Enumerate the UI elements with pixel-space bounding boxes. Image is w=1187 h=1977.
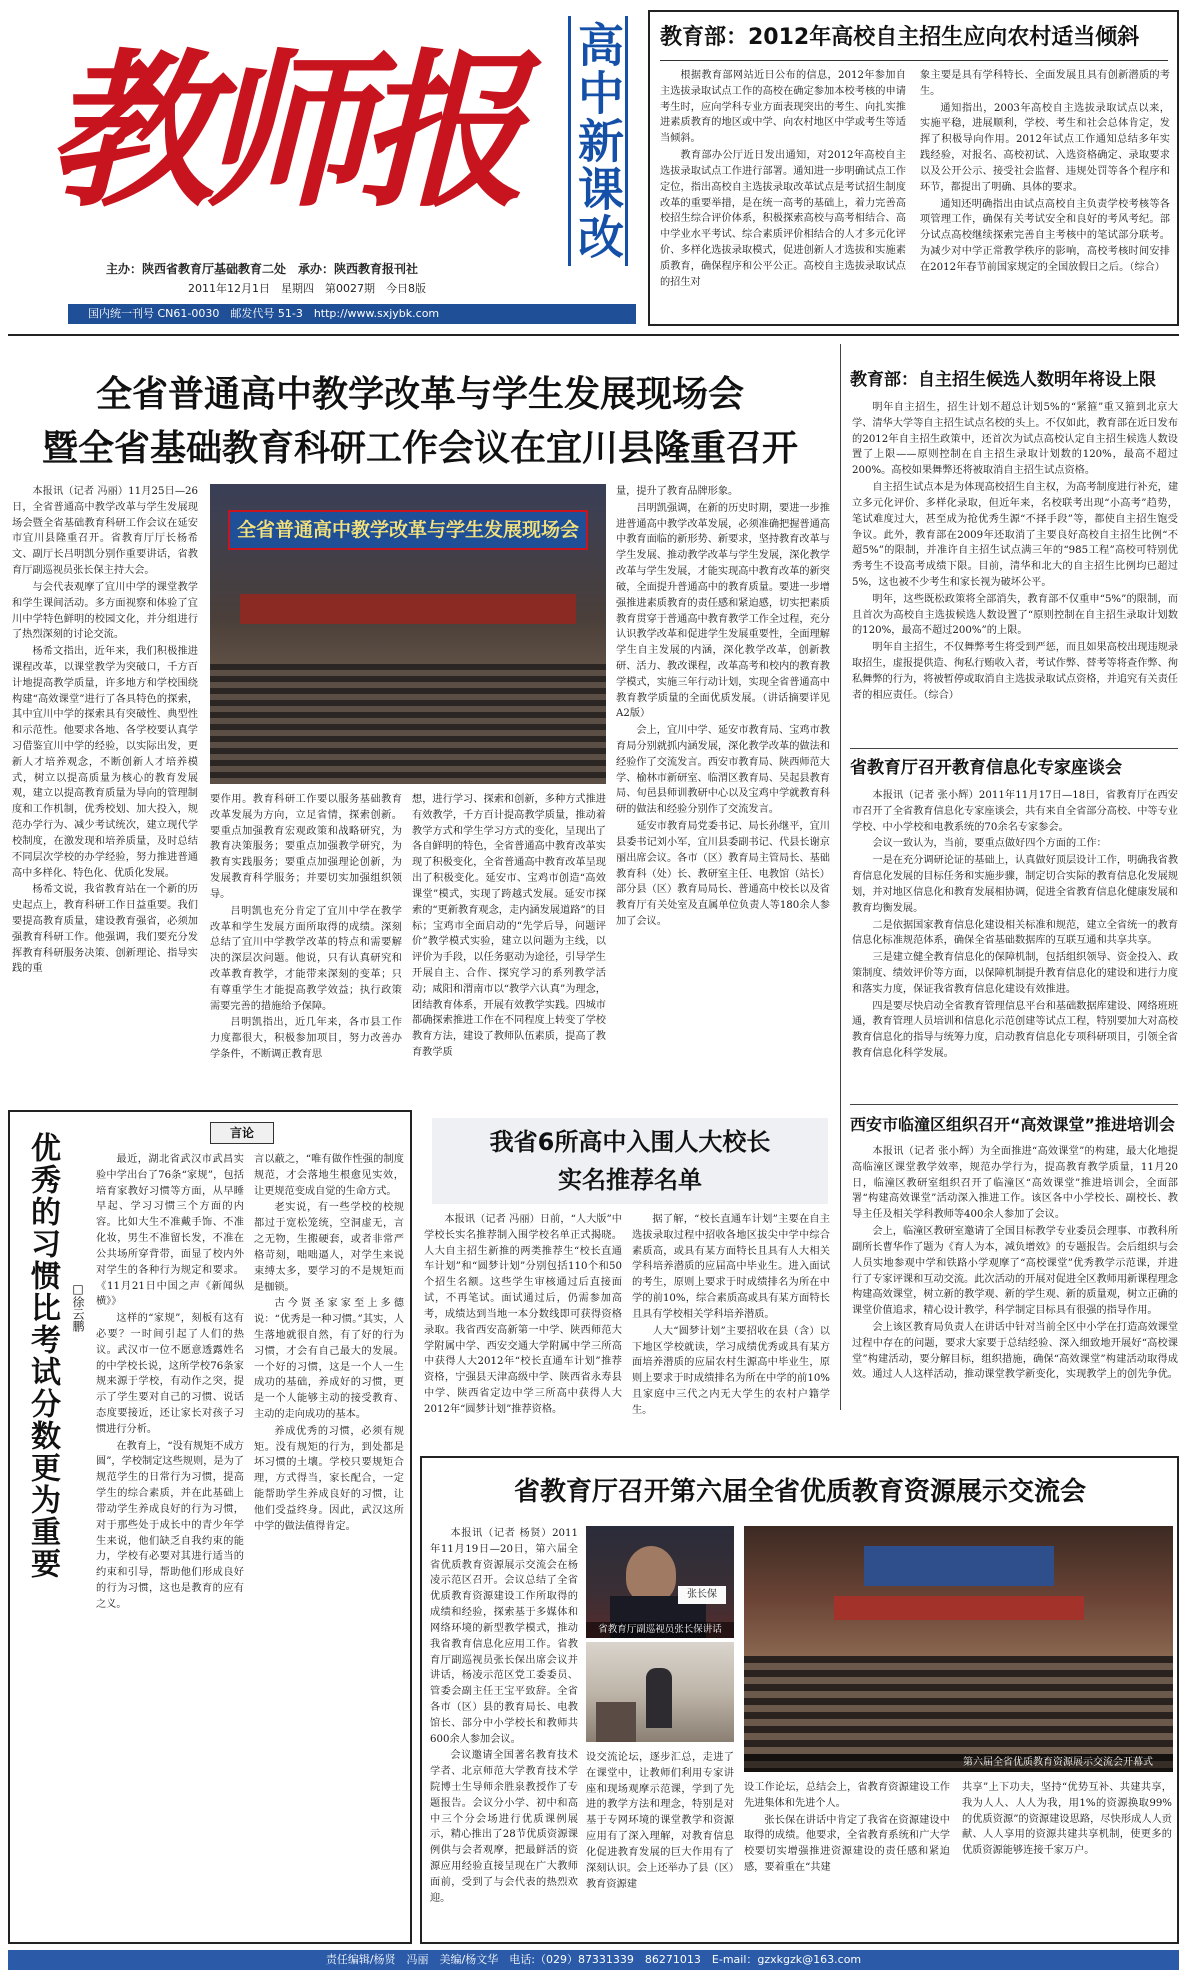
right-1-para: 明年自主招生，招生计划不超总计划5%的“紧箍”重又箍到北京大学、清华大学等自主招生试点名校的头上。不仅如此，教育部在近日发布的2012年自主招生政策中，还首次为试点高校认定自主招生候选人数设置了上限——原则控制在自主招生录取计划数的120%，最高不超过200%。高校如果舞弊还将被取消自主招生试点资格。 — [852, 402, 1178, 477]
right-2-para: 三是建立健全教育信息化的保障机制，包括组织领导、资金投入、政策制度、绩效评价等方面，以保障机制提升教育信息化的建设和进行力度和落实力度，保证我省教育信息化建设有效推进。 — [852, 952, 1178, 995]
main-story-para: 本报讯（记者 冯丽）11月25日—26日，全省普通高中教学改革与学生发展现场会暨全省基础教育科研工作会议在延安市宜川县隆重召开。省教育厅厅长杨希文、副厅长吕明凯分别作重要讲话，省教育厅副巡视员张长保主持大会。 — [12, 486, 198, 577]
main-story-para: 与会代表观摩了宜川中学的课堂教学和学生课间活动。多方面视察和体验了宜川中学特色鲜明的校园文化，并分组进行了热烈深刻的讨论交流。 — [12, 581, 198, 641]
opinion-para: 在教育上，“没有规矩不成方圆”，学校制定这些规则，是为了规范学生的日常行为习惯，提高学生的综合素质，并在此基础上带动学生养成良好的行为习惯，对于那些处于成长中的青少年学生来说，他们缺乏自我约束的能力，学校有必要对其进行适当的约束和引导，帮助他们形成良好的行为习惯，这也是教育的应有之义。 — [96, 1440, 244, 1610]
top-story-col2 — [920, 68, 1170, 318]
speaker-caption: 省教育厅副巡视员张长保讲话 — [586, 1622, 734, 1638]
hall-caption: 第六届全省优质教育资源展示交流会开幕式 — [744, 1754, 1173, 1772]
top-story-para: 根据教育部网站近日公布的信息，2012年参加自主选拔录取试点工作的高校在确定参加本校考核的申请考生时，应向学科专业方面表现突出的考生、向扎实推进素质教育的地区或中学、向农村地区中学或考生等适当倾斜。 — [660, 70, 906, 145]
middle-para: 本报讯（记者 冯丽）日前，“人大版”中学校长实名推荐制入围学校名单正式揭晓。人大自主招生新推的两类推荐生“校长直通车计划”和“圆梦计划”分别包括110个和50个招生名额。这些学生审核通过后直接面试，不再笔试。面试通过后，仍需参加高考，成绩达到当地一本分数线即可获得资格录取。我省西安高新第一中学、陕西师范大学附属中学、西安交通大学附属中学三所高中获得人大2012年“校长直通车计划”推荐资格，宁强县天津高级中学、陕西省永寿县中学、陕西省定边中学三所高中获得人大2012年“圆梦计划”推荐资格。 — [424, 1214, 622, 1415]
right-2-para: 二是依据国家教育信息化建设相关标准和规范，建立全省统一的教育信息化标准规范体系，确保全省基础数据库的互联互通和共享共享。 — [852, 919, 1178, 947]
date-line: 2011年12月1日 星期四 第0027期 今日8版 — [188, 282, 426, 295]
middle-col1 — [424, 1212, 622, 1444]
top-story-para: 象主要是具有学科特长、全面发展且具有创新潜质的考生。 — [920, 70, 1170, 97]
main-story-para: 会上，宜川中学、延安市教育局、宝鸡市教育局分别就抓内涵发展，深化教学改革的做法和经验作了交流发言。西安市教育局、陕西师范大学、榆林市新研室、临渭区教育局、吴起县教育局、旬邑县师训教研中心以及宝鸡中学就教育科研的做法和经验分别作了交流发言。 — [616, 725, 830, 816]
opinion-col2 — [254, 1152, 404, 1932]
bottom-col2 — [586, 1750, 734, 1936]
middle-para: 据了解，“校长直通车计划”主要在自主选拔录取过程中招收各地区拔尖中学中综合素质高，或具有某方面特长且具有人大相关学科培养潜质的应届高中毕业生。进入面试的考生，原则上要求于时成绩排名为所在中学的前10%，综合素质高或具有某方面特长且具有学校相关学科培养潜质。 — [632, 1214, 830, 1320]
opinion-para: 古今贤圣家家至上多德说：“优秀是一种习惯。”其实，人生落地就很自然，有了好的行为习惯，才会有自己最大的发展。一个好的习惯，这是一个人一生成功的基础，养成好的习惯，更是一个人能够主动的接受教育、主动的走向成功的基本。 — [254, 1298, 404, 1420]
top-story-para: 通知还明确指出由试点高校自主负责学校考核等各项管理工作，确保有关考试安全和良好的考风考纪。部分试点高校继续探索完善自主考核中的笔试部分联考。为减少对中学正常教学秩序的影响，高校考核时间安排在2012年春节前国家规定的全国放假日之后。（综合） — [920, 198, 1170, 273]
edition-text: 高中新课改 — [571, 21, 625, 261]
opinion-headline: 优秀的习惯比考试分数更为重要 — [25, 1132, 60, 1580]
top-story-para: 教育部办公厅近日发出通知，对2012年高校自主选拔录取试点工作进行部署。通知进一步明确试点工作定位，指出高校自主选拔录取改革试点是考试招生制度改革的重要举措，是在统一高考的基础上，着力完善高校招生综合评价体系，积极探索高校与高考相结合、高中学业水平考试、综合素质评价相结合的人才多元化评价、多样化选拔录取模式，促进创新人才选拔和实施素质教育，确保程序和公平公正。高校自主选拔录取试点的招生对 — [660, 150, 906, 288]
main-story-headline-2: 暨全省基础教育科研工作会议在宜川县隆重召开 — [41, 428, 798, 469]
top-story-col1 — [660, 68, 906, 318]
main-story-col-b — [412, 792, 606, 1100]
opinion-col1 — [96, 1152, 244, 1932]
right-2-para: 会议一致认为，当前，要重点做好四个方面的工作： — [872, 838, 1107, 850]
main-story-col-left — [12, 484, 198, 1100]
classroom-photo — [586, 1642, 734, 1742]
right-1-para: 明年自主招生，不仅舞弊考生将受到严惩，而且如果高校出现违规录取招生，虚报提供造、徇私行贿收入者，考试作弊、替考等将查作弊、徇私舞弊的行为，将被暂停或取消自主选拔录取试点资格，并追究有关责任者的相应责任。（综合） — [852, 642, 1178, 701]
main-story-para: 要作用。教育科研工作要以服务基础教育改革发展为方向，立足省情，探索创新。要重点加强教育宏观政策和战略研究，为教育决策服务；要重点加强教学研究，为教育实践服务；要重点加强理论创新，为发展教育科学服务；并要切实加强组织领导。 — [210, 794, 402, 900]
bottom-para: 设交流论坛，逐步汇总，走进了在课堂中，让教师们利用专家讲座和现场观摩示范课，学到了先进的教学方法和理念，特别是对基于专网环境的课堂教学和资源应用有了深入理解，对教育信息化促进教育发展的巨大作用有了深刻认识。会上还举办了县（区）教育资源建 — [586, 1752, 734, 1890]
main-story-col-a — [210, 792, 402, 1100]
masthead-title: 教师报 — [46, 32, 514, 230]
right-2-para: 本报讯（记者 张小辉）2011年11月17日—18日，省教育厅在西安市召开了全省教育信息化专家座谈会，共有来自全省部分高校、中等专业学校、中小学校和电教系统的70余名专家参会。 — [852, 790, 1178, 833]
main-story-para: 杨希文说，我省教育站在一个新的历史起点上，教育科研工作日益重要。我们要提高教育质量，建设教育强省，必须加强教育科研工作。他强调，我们要充分发挥教育科研服务决策、创新理论、指导实践的重 — [12, 884, 198, 975]
main-story-para: 延安市教育局党委书记、局长孙继平，宜川县委书记刘小军，宜川县委副书记、代县长谢京丽出席会议。各市（区）教育局主管局长、基础教育科（处）长、教研室主任、电教馆（站长）部分县（区）教育局局长、普通高中校长以及省教育厅有关处室及直属单位负责人等180余人参加了会议。 — [616, 821, 830, 927]
footer-text: 责任编辑/杨贤 冯丽 美编/杨文华 电话:（029）87331339 86271013 E-mail：gzxkgzk@163.com — [325, 1953, 862, 1966]
middle-headline-2: 实名推荐名单 — [558, 1166, 702, 1194]
speaker-photo — [586, 1526, 734, 1638]
audience-rows — [210, 664, 606, 784]
photo-banner — [228, 510, 588, 550]
right-1-body — [852, 400, 1178, 746]
middle-para: 人大“圆梦计划”主要招收在县（含）以下地区学校就读，学习成绩优秀或具有某方面培养潜质的应届农村生源高中毕业生，原则上要求于时成绩排名为所在中学的前10%且家庭中三代之内无大学生的农村户籍学生。 — [632, 1325, 830, 1416]
opinion-tag — [210, 1122, 274, 1144]
bottom-para: 会议邀请全国著名教育技术学者、北京师范大学教育技术学院博士生导师余胜泉教授作了专题报告。会议分小学、初中和高中三个分会场进行优质课例展示，精心推出了28节优质资源课例供与会者观摩，把最鲜活的资源应用经验直接呈现在广大教师面前，受到了与会代表的热烈欢迎。 — [430, 1750, 578, 1904]
right-3-para: 会上，临潼区教研室邀请了全国目标教学专业委员会理事、市教科所副所长曹华作了题为《育人为本，减负增效》的专题报告。会后组织与会人员实地参观中学和铁路小学观摩了“高校课堂”优秀教学示范课，并进行了专家评课和互动交流。此次活动的开展对促进全区教师用新课程理念构建高效课堂，树立新的教学观、新的学生观、新的质量观，树立正确的课堂价值追求，精心设计教学，科学制定目标具有很强的指导作用。 — [852, 1226, 1178, 1317]
main-story-para: 量，提升了教育品牌形象。 — [616, 486, 739, 497]
main-story-para: 吕明凯也充分肯定了宜川中学在教学改革和学生发展方面所取得的成绩。深刻总结了宜川中学教学改革的特点和需要解决的深层次问题。他说，只有认真研究和改革教育教学，才能带来深刻的变革；只有尊重学生才能提高教学效益；执行政策需要完善的措施给予保障。 — [210, 905, 402, 1012]
top-story-box — [648, 10, 1179, 326]
opinion-para: 老实说，有一些学校的校规都过于宽松笼统，空洞虚无，言之无物，生搬硬套，或者非常严格苛刻，咄咄逼人，对学生来说束缚太多，要学习的不是规矩而是枷锁。 — [254, 1202, 404, 1293]
top-story-headline: 教育部：2012年高校自主招生应向农村适当倾斜 — [660, 25, 1140, 50]
right-2-headline: 省教育厅召开教育信息化专家座谈会 — [850, 758, 1122, 778]
bottom-col1 — [430, 1526, 578, 1936]
right-1-para: 明年，这些既松政策将全部消失，教育部不仅重申“5%”的限制，而且首次为高校自主选拔候选人数设置了“原则控制在自主招生录取计划数的120%，最高不超过200%”的上限。 — [852, 593, 1178, 637]
main-story-headline-1: 全省普通高中教学改革与学生发展现场会 — [95, 374, 744, 415]
right-3-body — [852, 1144, 1178, 1406]
nameplate-text: 张长保 — [687, 1589, 717, 1600]
opinion-para: 这样的“家规”，刻板有这有必要？一时间引起了人们的热议。武汉市一位不愿意透露姓名的中学校长说，这所学校76条家规来源于学校，有动作之突，提示了学生要对自己的习惯、说话态度要接近，还让家长对孩子习惯进行分析。 — [96, 1313, 244, 1435]
middle-headline-1: 我省6所高中入围人大校长 — [489, 1128, 771, 1156]
main-story-para: 吕明凯强调，在新的历史时期，要进一步推进普通高中教学改革发展，必须准确把握普通高中教育面临的新形势、新要求，坚持教育改革与学生发展、推动教学改革与学生发展，深化教学改革与学生发展，才能实现高中教育改革的新突破，全面提升普通高中的教育质量。要进一步增强推进素质教育的责任感和紧迫感，切实把素质教育贯穿于普通高中教育教学工作全过程，充分认识教学改革和促进学生发展重要性，全面理解学生自主发展的内涵，深化教学改革，创新教研、活力、教改课程，改革高考和校内的教育教学模式，实施三年行动计划，实现全省普通高中教育教学质量的全面优质发展。（讲话摘要详见A2版） — [616, 502, 830, 720]
edition-label — [568, 16, 628, 266]
right-2-body — [852, 788, 1178, 1100]
bottom-col4 — [962, 1780, 1172, 1936]
bottom-story-box — [420, 1456, 1179, 1944]
middle-col2 — [632, 1212, 830, 1444]
right-3-para: 会上该区教育局负责人在讲话中针对当前全区中小学在打造高效课堂过程中存在的问题，要求大家要于总结经验、深入细致地开展好“高校课堂”构建活动，要分解目标，组织措施，确保“高效课堂”构建活动取得成效。通过人人这样活动，推动课堂教学新变化，实现教学上的创先争优。 — [852, 1321, 1178, 1381]
main-story-para: 吕明凯指出，近几年来，各市县工作力度都很大，积极参加项目，努力改善办学条件，不断调正教育思 — [210, 1017, 402, 1060]
opinion-author: □徐云鹏 — [71, 1282, 85, 1332]
main-story-col-c — [616, 484, 830, 1100]
bottom-col3 — [744, 1780, 950, 1936]
top-story-para: 通知指出，2003年高校自主选拔录取试点以来，实施平稳，进展顺利，学校、考生和社会总体肯定，发挥了积极导向作用。2012年试点工作通知总结多年实践经验，对报名、高校初试、入选资格确定、录取要求以及公开公示、接受社会监督、违规处罚等各个程序和环节，都提出了明确、具体的要求。 — [920, 102, 1170, 193]
hall-photo — [744, 1526, 1173, 1772]
issn-text: 国内统一刊号 CN61-0030 邮发代号 51-3 http://www.sxjybk.com — [88, 307, 440, 320]
right-1-headline: 教育部：自主招生候选人数明年将设上限 — [850, 370, 1156, 390]
opinion-para: 养成优秀的习惯，必须有规矩。没有规矩的行为，到处都是坏习惯的土壤。学校只要规矩合理，方式得当，家长配合，一定能帮助学生养成良好的习惯，让他们受益终身。因此，武汉这所中学的做法值得肯定。 — [254, 1425, 404, 1532]
footer-bar — [8, 1950, 1179, 1970]
right-2-para: 四是要尽快启动全省教育管理信息平台和基础数据库建设、网络班班通，教育管理人员培训和信息化示范创建等试点工程，特别要加大对高校教育信息化的指导与统筹力度，启动教育信息化专项科研项目，引领全省教育信息化科学发展。 — [852, 1000, 1178, 1059]
main-story-para: 想，进行学习、探索和创新，多种方式推进有效教学，千方百计提高教学质量，推动着教学方式和学生学习方式的变化，呈现出了各自鲜明的特色，全省普通高中教育改革实现了积极变化，全省普通高中教育改革呈现出了积极变化。延安市、宝鸡市创造“高效课堂”模式，实现了跨越式发展。延安市探索的“更新教育观念，走内涵发展道路”的目标；宝鸡市全面启动的“先学后导，问题评价”教学模式实验，建立以问题为主线，以评价为手段，以任务驱动为途径，引导学生开展自主、合作、探究学习的系列教学活动；咸阳和渭南市以“教学六认真”为理念，团结教育体系，开展有效教学实践。四城市都确探索推进工作在不同程度上转变了学校教育方法，建设了教师队伍素质，提高了教育教学质 — [412, 794, 606, 1058]
right-1-para: 自主招生试点本是为体现高校招生自主权，为高考制度进行补充，建立多元化评价、多样化录取，但近年来，名校联考出现“小高考”趋势，笔试难度过大，甚至成为抢优秀生源“不择手段”等，都使自主招生饱受争议。此外，教育部在2009年还取消了主要良好高校自主招生比例“不超5%”的限制，并准许自主招生试点满三年的“985工程”高校可特别优秀考生不设高考成绩下限。目前，清华和北大的自主招生比例均已超过5%，这也被不少考生和家长视为破坏公平。 — [852, 482, 1178, 588]
middle-headline-box — [432, 1118, 828, 1204]
opinion-box — [8, 1110, 412, 1944]
right-3-headline: 西安市临潼区组织召开“高效课堂”推进培训会 — [850, 1115, 1176, 1134]
right-3-para: 本报讯（记者 张小辉）为全面推进“高效课堂”的构建，最大化地提高临潼区课堂教学效率，规范办学行为，提高教育教学质量，11月20日，临潼区教研室组织召开了临潼区“高效课堂”推进培训会，全面部署“构建高效课堂”活动深入推进工作。该区各中小学校长、副校长、教导主任及相关学科教师等400余人参加了会议。 — [852, 1146, 1178, 1221]
bottom-para: 共享”上下功夫，坚持“优势互补、共建共享，我为人人、人人为我，用1%的资源换取99%的优质资源”的资源建设思路，尽快形成人人贡献、人人享用的资源共建共享机制，使更多的优质资源能够连接千家万户。 — [962, 1782, 1172, 1857]
opinion-para: 言以蔽之，“唯有做作性强的制度规范，才会落地生根愈见实效，让更规范变成自觉的生命方式。 — [254, 1154, 404, 1197]
bottom-para: 设工作论坛，总结会上，省教育资源建设工作先进集体和先进个人。 — [744, 1782, 950, 1809]
sponsor-line: 主办：陕西省教育厅基础教育二处 承办：陕西教育报刊社 — [106, 262, 419, 276]
bottom-story-headline: 省教育厅召开第六届全省优质教育资源展示交流会 — [513, 1477, 1086, 1507]
masthead — [8, 8, 640, 328]
opinion-tag-text: 言论 — [229, 1126, 254, 1140]
bottom-para: 张长保在讲话中肯定了我省在资源建设中取得的成绩。他要求，全省教育系统和广大学校要切实增强推进资源建设的责任感和紧迫感，要着重在“共建 — [744, 1814, 950, 1874]
main-story-para: 杨希文指出，近年来，我们积极推进课程改革，以课堂教学为突破口，千方百计地提高教学质量，许多地方和学校围绕构建“高效课堂”进行了各具特色的探索，其中宜川中学的探索具有突破性、典型性和示范性。他要求各地、各学校要认真学习借鉴宜川中学的经验，以实际出发，更新人才培养观念，不断创新人才培养模式，树立以提高质量为核心的教育发展观，建立以提高教育质量为导向的管理制度和工作机制，优秀校划、加大投入，规范办学行为、减少考试统次，建立现代学校制度，在激发现和培养质量，及时总结不同层次学校的办学经验，努力推进普通高中多样化、特色化、优质化发展。 — [12, 646, 198, 879]
main-story-photo — [210, 484, 606, 784]
issn-bar — [68, 304, 636, 324]
nameplate — [678, 1586, 726, 1604]
right-2-para: 一是在充分调研论证的基础上，认真做好顶层设计工作，明确我省教育信息化发展的目标任务和实施步骤，制定切合实际的教育信息化发展规划，并对地区信息化和教育发展相协调，促进全省教育信息化健康发展和教育均衡发展。 — [852, 855, 1178, 914]
photo-banner-text: 全省普通高中教学改革与学生发展现场会 — [236, 519, 579, 541]
opinion-para: 最近，湖北省武汉市武昌实验中学出台了76条“家规”，包括培育家教好习惯等方面，从早睡早起、学习习惯三个方面的内容。比如大生不准戴手饰、不准化妆，男生不准留长发，不准在公共场所穿背带，面显了校内外对学生的各种行为规定和要求。《11月21日中国之声《新闻纵横》》 — [96, 1154, 244, 1308]
bottom-para: 本报讯（记者 杨贤）2011年11月19日—20日，第六届全省优质教育资源展示交流会在杨凌示范区召开。会议总结了全省优质教育资源建设工作所取得的成绩和经验，探索基于多媒体和网络环境的新型教学模式，推动我省教育信息化应用工作。省教育厅副巡视员张长保出席会议并讲话，杨凌示范区党工委委员、管委会副主任王宝平致辞。全省各市（区）县的教育局长、电教馆长、部分中小学校长和教师共600余人参加会议。 — [430, 1528, 578, 1745]
stage-table — [240, 594, 576, 624]
